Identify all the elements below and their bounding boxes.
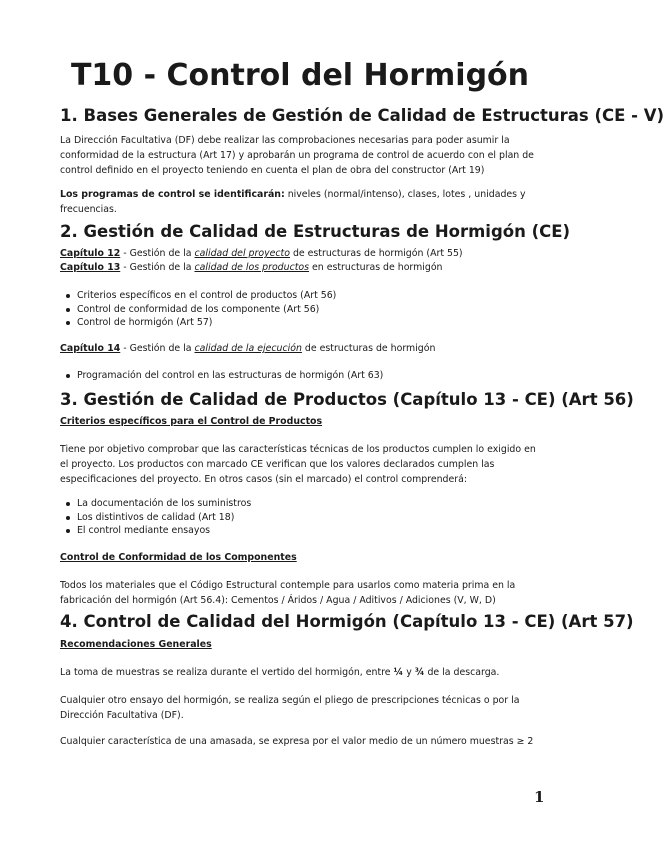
list-item: Criterios específicos en el control de productos (Art 56) [60, 289, 540, 303]
section-4-subheading: Recomendaciones Generales [60, 639, 212, 650]
chapter-14-list [60, 369, 540, 383]
section-1-programs-paragraph [60, 187, 540, 217]
sampling-post: de la descarga. [424, 667, 500, 678]
chapter-12-label: Capítulo 12 [60, 248, 121, 259]
chapter-13-post: en estructuras de hormigón [309, 262, 443, 273]
sampling-pre: La toma de muestras se realiza durante el vertido del hormigón, entre [60, 667, 394, 678]
chapter-13-list [60, 289, 540, 330]
list-item: Los distintivos de calidad (Art 18) [60, 511, 540, 525]
section-2-heading: 2. Gestión de Calidad de Estructuras de Hormigón (CE) [60, 222, 571, 241]
list-item: Programación del control en las estructuras de hormigón (Art 63) [60, 369, 540, 383]
sampling-fraction-three-quarters: ¾ [414, 667, 425, 678]
chapter-14-pre: - Gestión de la [120, 343, 195, 354]
section-3-subheading-conformity: Control de Conformidad de los Componentes [60, 552, 297, 563]
list-item: El control mediante ensayos [60, 524, 540, 538]
section-1-heading: 1. Bases Generales de Gestión de Calidad de Estructuras (CE - V) [60, 106, 664, 125]
chapter-14-emphasis: calidad de la ejecución [194, 343, 302, 354]
section-4-tests-paragraph: Cualquier otro ensayo del hormigón, se realiza según el pliego de prescripciones técnicas o por la Dirección Facultativa (DF). [60, 695, 520, 721]
section-4-sampling-paragraph [60, 665, 540, 680]
section-3-list [60, 497, 540, 538]
chapter-12-emphasis: calidad del proyecto [194, 248, 290, 259]
section-3-conformity-paragraph: Todos los materiales que el Código Estructural contemple para usarlos como materia prima en la fabricación del hormigón (Art 56.4): Cementos / Áridos / Agua / Aditivos / Adiciones (V, W, D) [60, 580, 516, 606]
sampling-mid: y [403, 667, 415, 678]
list-item: La documentación de los suministros [60, 497, 540, 511]
chapter-13-emphasis: calidad de los productos [194, 262, 310, 273]
section-3-paragraph: Tiene por objetivo comprobar que las características técnicas de los productos cumplen lo exigido en el proyecto. Los productos con marcado CE verifican que los valores declarados cumplen las especificaciones del proyecto. En otros casos (sin el marcado) el control comprenderá: [60, 444, 536, 485]
page-number: 1 [534, 788, 545, 806]
chapter-14-label: Capítulo 14 [60, 343, 121, 354]
list-item: Control de conformidad de los componente (Art 56) [60, 303, 540, 317]
chapter-13-label: Capítulo 13 [60, 262, 121, 273]
sampling-fraction-quarter: ¼ [393, 667, 404, 678]
programs-text: niveles (normal/intenso), clases, lotes , unidades y frecuencias. [60, 189, 526, 215]
section-4-heading: 4. Control de Calidad del Hormigón (Capítulo 13 - CE) (Art 57) [60, 612, 634, 631]
section-3-subheading-criteria: Criterios específicos para el Control de Productos [60, 416, 323, 427]
chapter-12-post: de estructuras de hormigón (Art 55) [289, 248, 463, 259]
section-3-heading: 3. Gestión de Calidad de Productos (Capítulo 13 - CE) (Art 56) [60, 390, 634, 409]
programs-label: Los programas de control se identificarán: [60, 189, 285, 200]
chapter-12-line [60, 247, 540, 261]
chapter-14-post: de estructuras de hormigón [301, 343, 436, 354]
chapter-13-pre: - Gestión de la [120, 262, 195, 273]
document-title: T10 - Control del Hormigón [70, 58, 530, 93]
list-item: Control de hormigón (Art 57) [60, 316, 540, 330]
chapter-12-pre: - Gestión de la [120, 248, 195, 259]
section-4-batch-paragraph: Cualquier característica de una amasada, se expresa por el valor medio de un número muestras ≥ 2 [60, 736, 534, 747]
section-1-paragraph: La Dirección Facultativa (DF) debe realizar las comprobaciones necesarias para poder asumir la conformidad de la estructura (Art 17) y aprobarán un programa de control de acuerdo con el plan de control definido en el proyecto teniendo en cuenta el plan de obra del constructor (Art 19) [60, 135, 534, 176]
chapter-13-line [60, 261, 540, 275]
chapter-14-line [60, 342, 540, 356]
